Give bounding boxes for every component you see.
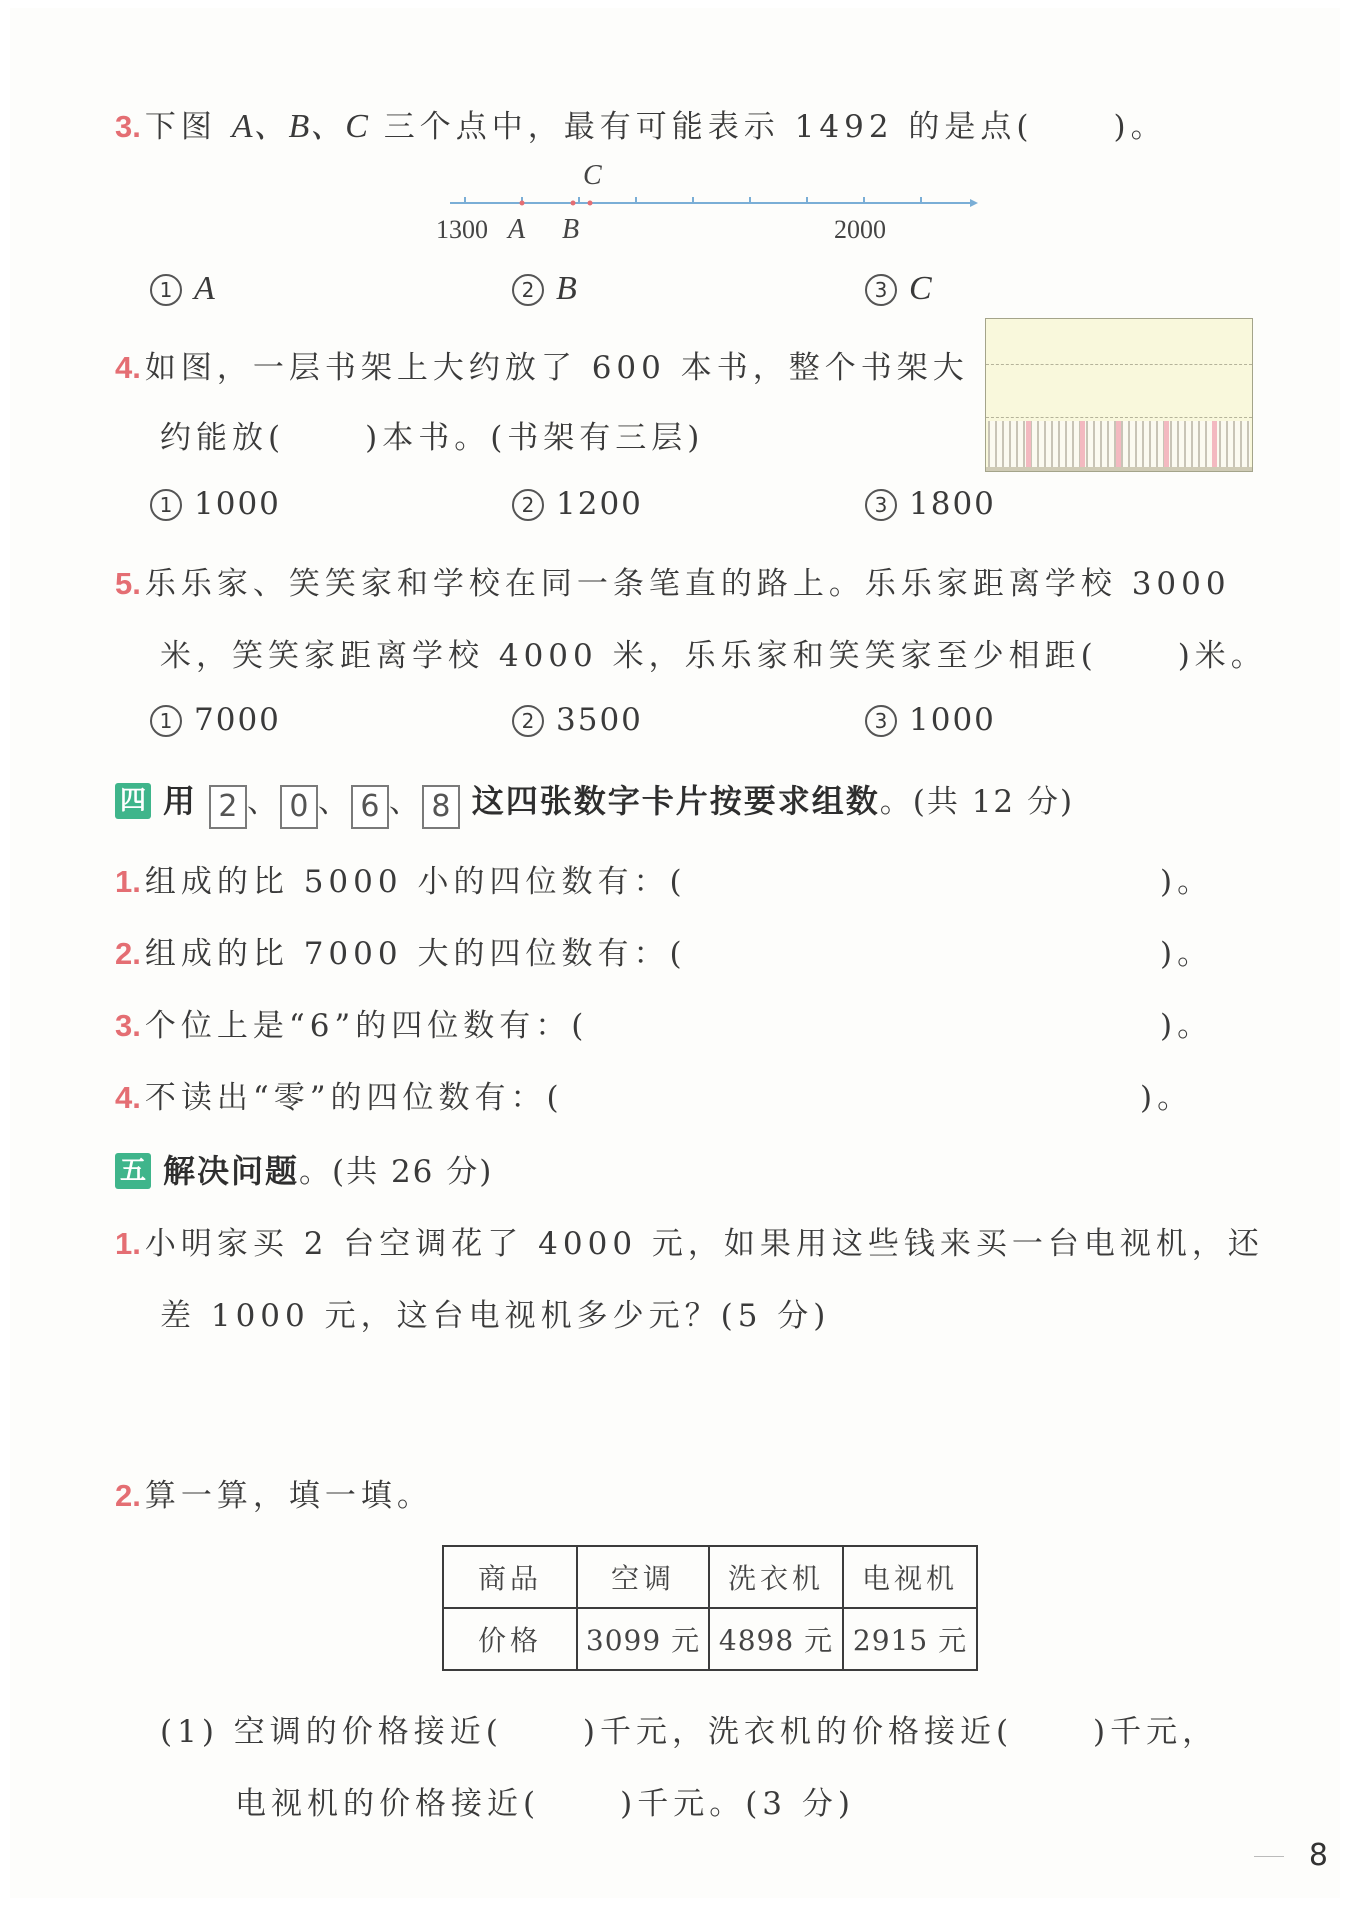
header-cell: 洗衣机: [709, 1546, 843, 1608]
section5-heading: 五 解决问题。(共 26 分): [115, 1146, 493, 1192]
digit-card-0: 0: [280, 785, 318, 829]
section5-badge: 五: [115, 1153, 151, 1189]
bookshelf-image: [985, 318, 1253, 472]
q3-option-1[interactable]: 1 A: [150, 270, 216, 308]
worksheet-page: [10, 8, 1340, 1898]
q3-option-3[interactable]: 3 C: [865, 270, 933, 308]
table-cell: 4898 元: [709, 1608, 843, 1670]
table-cell: 3099 元: [577, 1608, 709, 1670]
number-line: [430, 158, 990, 248]
digit-card-2: 2: [209, 785, 247, 829]
label-a: A: [508, 214, 526, 245]
q5-line1: 5. 乐乐家、笑笑家和学校在同一条笔直的路上。乐乐家距离学校 3000: [115, 566, 1231, 602]
section4-item-1-end: )。: [1160, 864, 1214, 900]
page-number-rule: [1254, 1856, 1284, 1857]
section4-item-4-end: )。: [1140, 1080, 1194, 1116]
q5-line2: 米，笑笑家距离学校 4000 米，乐乐家和笑笑家至少相距( )米。: [160, 638, 1267, 674]
section4-heading: 四 用 2 、 0 、 6 、 8 这四张数字卡片按要求组数。(共 12 分): [115, 776, 1074, 829]
digit-card-8: 8: [422, 785, 460, 829]
table-row: [443, 1608, 977, 1670]
section4-item-3-end: )。: [1160, 1008, 1214, 1044]
q3-text: 3. 下图 A、B、C 三个点中，最有可能表示 1492 的是点( )。: [115, 108, 1167, 145]
q4-option-1[interactable]: 1 1000: [150, 486, 281, 522]
section4-badge: 四: [115, 783, 151, 819]
label-c: C: [583, 160, 602, 191]
header-cell: 电视机: [843, 1546, 977, 1608]
q4-line1: 4. 如图，一层书架上大约放了 600 本书，整个书架大: [115, 350, 969, 386]
q5-option-1[interactable]: 1 7000: [150, 702, 281, 738]
section4-item-1: 1. 组成的比 5000 小的四位数有：(: [115, 864, 687, 900]
price-table: [442, 1545, 978, 1671]
q3-option-2[interactable]: 2 B: [512, 270, 578, 308]
problem1-line1: 1. 小明家买 2 台空调花了 4000 元，如果用这些钱来买一台电视机，还: [115, 1226, 1264, 1262]
point-b-dot: [571, 201, 576, 206]
section4-item-2-end: )。: [1160, 936, 1214, 972]
label-b: B: [562, 214, 580, 245]
problem2-title: 2. 算一算，填一填。: [115, 1478, 433, 1514]
section4-item-2: 2. 组成的比 7000 大的四位数有：(: [115, 936, 687, 972]
page-number: 8: [1308, 1838, 1328, 1873]
sub-question-1-line1: (1) 空调的价格接近( )千元，洗衣机的价格接近( )千元，: [160, 1714, 1219, 1750]
q4-option-3[interactable]: 3 1800: [865, 486, 996, 522]
table-row: [443, 1546, 977, 1608]
sub-question-1-line2: 电视机的价格接近( )千元。(3 分): [235, 1786, 855, 1822]
q4-line2: 约能放( )本书。(书架有三层): [160, 420, 705, 456]
section4-item-4: 4. 不读出“零”的四位数有：(: [115, 1080, 564, 1116]
q4-option-2[interactable]: 2 1200: [512, 486, 643, 522]
point-c-dot: [588, 201, 593, 206]
point-a-dot: [520, 201, 525, 206]
label-2000: 2000: [834, 215, 886, 244]
section4-item-3: 3. 个位上是“6”的四位数有：(: [115, 1008, 589, 1044]
header-cell: 商品: [443, 1546, 577, 1608]
header-cell: 空调: [577, 1546, 709, 1608]
label-1300: 1300: [436, 215, 488, 244]
digit-card-6: 6: [351, 785, 389, 829]
table-cell: 2915 元: [843, 1608, 977, 1670]
problem1-line2: 差 1000 元，这台电视机多少元？(5 分): [160, 1298, 831, 1334]
q5-option-3[interactable]: 3 1000: [865, 702, 996, 738]
q5-option-2[interactable]: 2 3500: [512, 702, 643, 738]
table-cell: 价格: [443, 1608, 577, 1670]
